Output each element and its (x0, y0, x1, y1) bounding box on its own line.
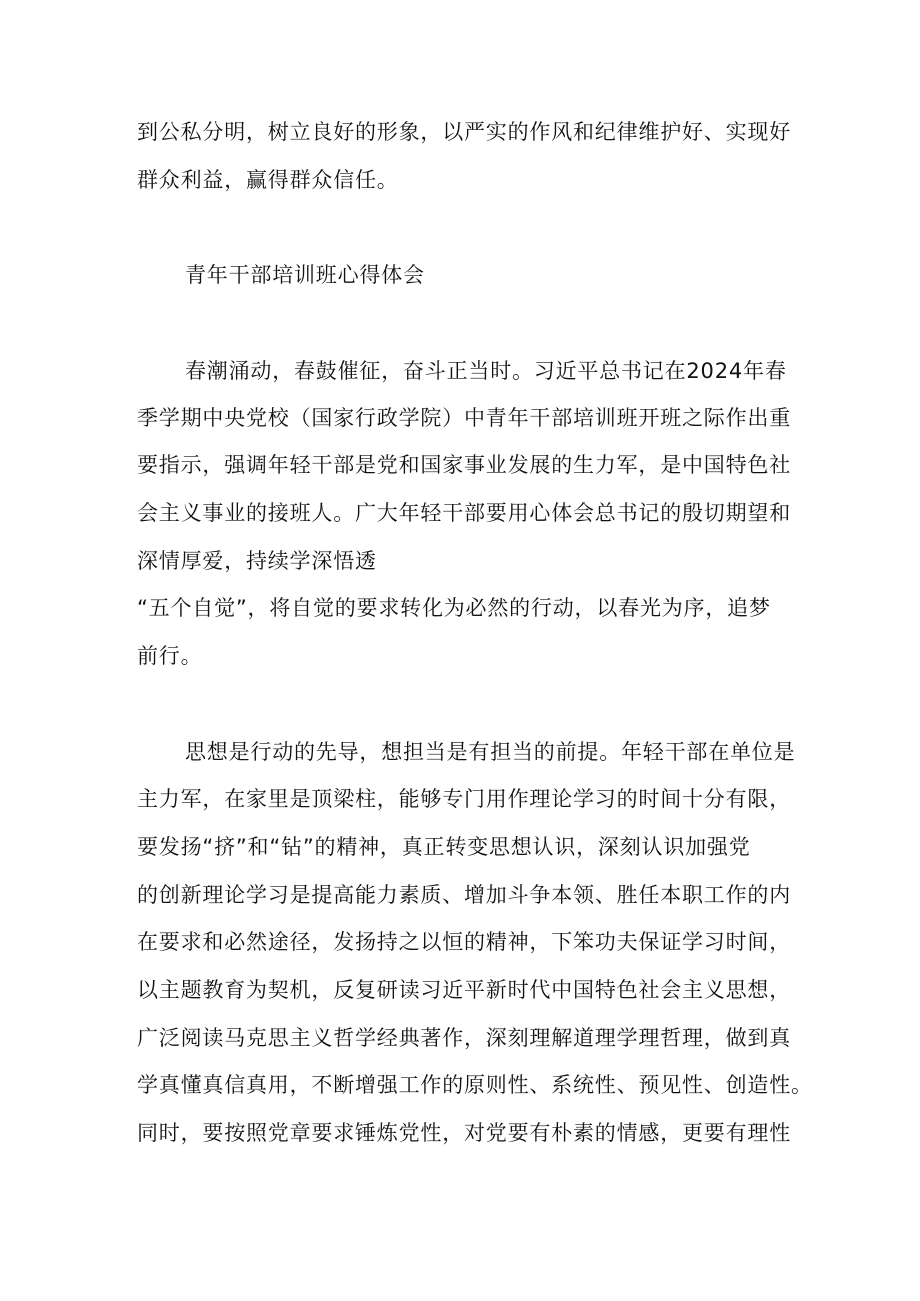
document-title: 青年干部培训班心得体会 (185, 263, 425, 287)
text-line: “五个自觉”，将自觉的要求转化为必然的行动，以春光为序，追梦 (137, 596, 771, 620)
text-line: 主力军，在家里是顶梁柱，能够专门用作理论学习的时间十分有限， (137, 787, 791, 811)
text-line: 在要求和必然途径，发扬持之以恒的精神，下笨功夫保证学习时间， (137, 930, 791, 954)
text-line: 会主义事业的接班人。广大年轻干部要用心体会总书记的殷切期望和 (137, 501, 791, 525)
text-line: 要指示，强调年轻干部是党和国家事业发展的生力军，是中国特色社 (137, 453, 791, 477)
text-line: 季学期中央党校（国家行政学院）中青年干部培训班开班之际作出重 (137, 406, 791, 430)
text-line: 群众利益，赢得群众信任。 (137, 168, 399, 192)
text-line: 到公私分明，树立良好的形象，以严实的作风和纪律维护好、实现好 (137, 120, 791, 144)
text-line: 深情厚爱，持续学深悟透 (137, 549, 377, 573)
text-line: 的创新理论学习是提高能力素质、增加斗争本领、胜任本职工作的内 (137, 883, 791, 907)
text-line: 前行。 (137, 644, 203, 668)
text-line: 学真懂真信真用，不断增强工作的原则性、系统性、预见性、创造性。 (137, 1073, 813, 1097)
text-line: 广泛阅读马克思主义哲学经典著作，深刻理解道理学理哲理，做到真 (137, 1026, 791, 1050)
text-line: 思想是行动的先导，想担当是有担当的前提。年轻干部在单位是 (185, 740, 796, 764)
text-line: 要发扬“挤”和“钻”的精神，真正转变思想认识，深刻认识加强党 (137, 835, 751, 859)
text-line: 春潮涌动，春鼓催征，奋斗正当时。习近平总书记在2024年春 (185, 359, 787, 383)
text-line: 同时，要按照党章要求锤炼党性，对党要有朴素的情感，更要有理性 (137, 1121, 791, 1145)
text-line: 以主题教育为契机，反复研读习近平新时代中国特色社会主义思想， (137, 978, 791, 1002)
